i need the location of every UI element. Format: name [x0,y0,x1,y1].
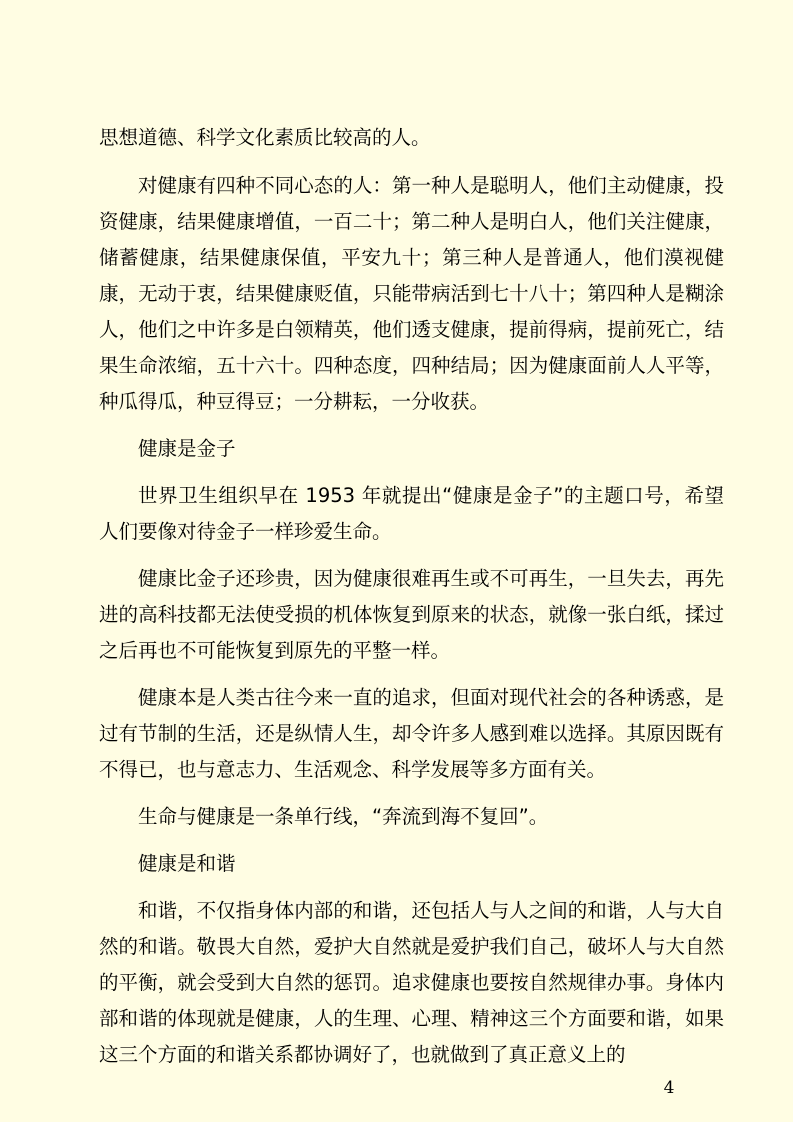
paragraph-four-mindsets: 对健康有四种不同心态的人：第一种人是聪明人，他们主动健康，投资健康，结果健康增值，一百二十；第二种人是明白人，他们关注健康，储蓄健康，结果健康保值，平安九十；第三种人是普通人，他们漠视健康，无动于衷，结果健康贬值，只能带病活到七十八十；第四种人是糊涂人，他们之中许多是白领精英，他们透支健康，提前得病，提前死亡，结果生命浓缩，五十六十。四种态度，四种结局；因为健康面前人人平等，种瓜得瓜，种豆得豆；一分耕耘，一分收获。 [99,174,724,413]
section-heading-health-is-gold: 健康是金子 [138,437,236,460]
paragraph-more-precious-than-gold: 健康比金子还珍贵，因为健康很难再生或不可再生，一旦失去，再先进的高科技都无法使受损的机体恢复到原来的状态，就像一张白纸，揉过之后再也不可能恢复到原先的平整一样。 [99,567,724,662]
paragraph-harmony: 和谐，不仅指身体内部的和谐，还包括人与人之间的和谐，人与大自然的和谐。敬畏大自然，爱护大自然就是爱护我们自己，破坏人与大自然的平衡，就会受到大自然的惩罚。追求健康也要按自然规律办事。身体内部和谐的体现就是健康，人的生理、心理、精神这三个方面要和谐，如果这三个方面的和谐关系都协调好了，也就做到了真正意义上的 [99,899,724,1066]
page-number: 4 [663,1078,675,1098]
paragraph-one-way-street: 生命与健康是一条单行线，“奔流到海不复回”。 [138,805,549,828]
paragraph-continuation: 思想道德、科学文化素质比较高的人。 [99,126,431,149]
document-body [99,120,724,1084]
section-heading-health-is-harmony: 健康是和谐 [138,852,236,875]
paragraph-who-slogan: 世界卫生组织早在 1953 年就提出“健康是金子”的主题口号，希望人们要像对待金子一样珍爱生命。 [99,484,724,543]
paragraph-pursuit-of-health: 健康本是人类古往今来一直的追求，但面对现代社会的各种诱惑，是过有节制的生活，还是纵情人生，却令许多人感到难以选择。其原因既有不得已，也与意志力、生活观念、科学发展等多方面有关。 [99,686,724,781]
